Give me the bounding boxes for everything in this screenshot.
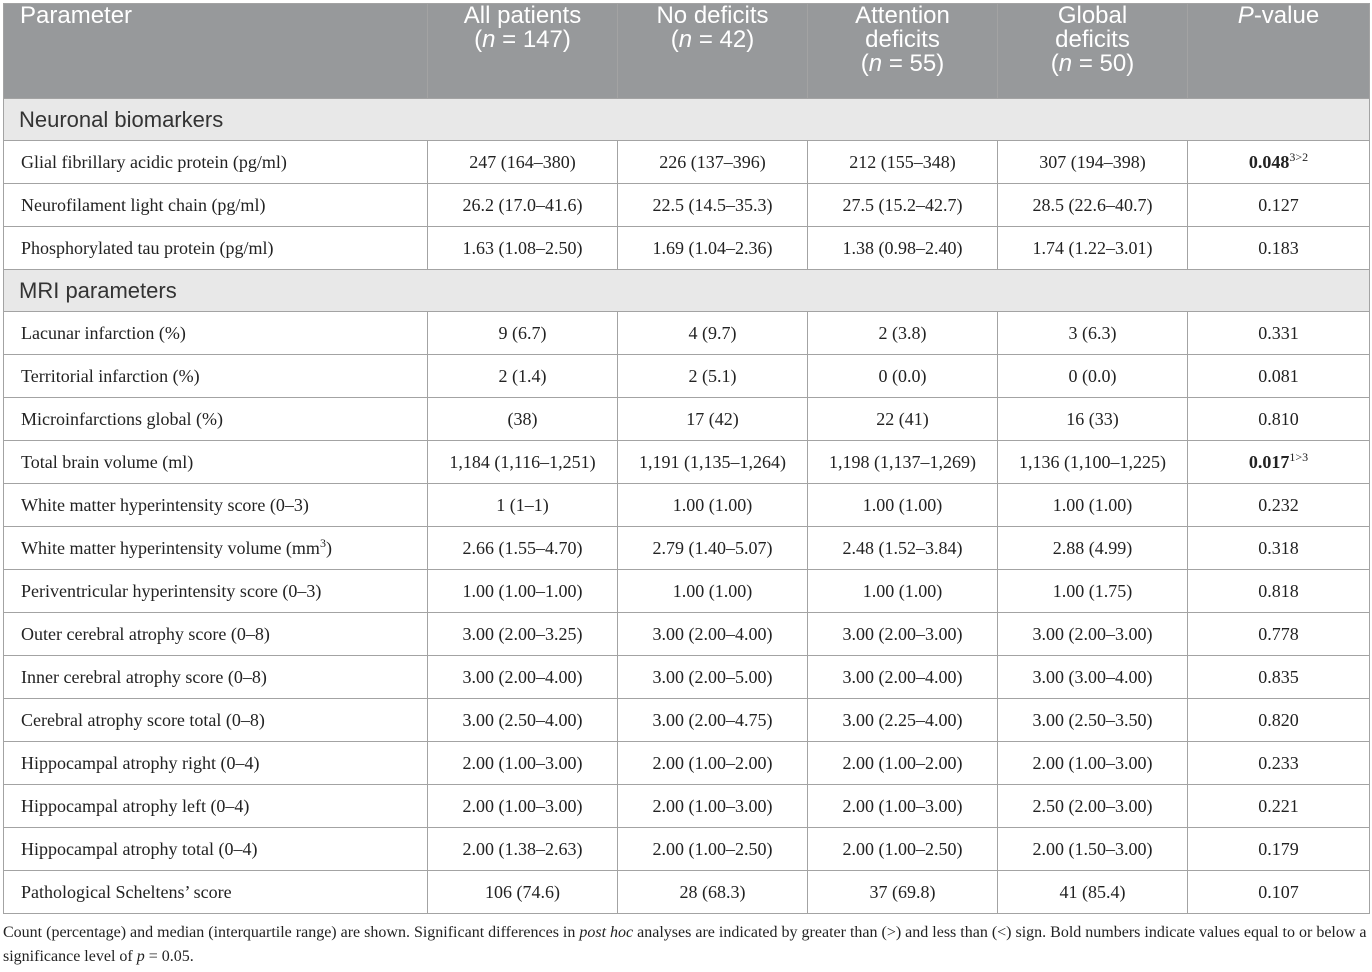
row-label-text: Territorial infarction (%) xyxy=(21,365,200,386)
table-cell: 1.00 (1.00) xyxy=(998,484,1188,527)
table-cell: 1 (1–1) xyxy=(428,484,618,527)
table-cell: 3.00 (2.00–5.00) xyxy=(618,656,808,699)
row-label-text: Total brain volume (ml) xyxy=(21,451,194,472)
p-value: 0.778 xyxy=(1258,623,1299,644)
row-label-text: Hippocampal atrophy right (0–4) xyxy=(21,752,260,773)
footnote-text-1: Count (percentage) and median (interquartile range) are shown. Significant differences in xyxy=(3,924,580,941)
column-header-2 xyxy=(618,4,808,99)
table-cell: 1.00 (1.00) xyxy=(618,484,808,527)
row-label-text: Phosphorylated tau protein (pg/ml) xyxy=(21,237,274,258)
p-variable: P xyxy=(1237,2,1254,29)
p-value-cell xyxy=(1188,484,1370,527)
table-row xyxy=(4,312,1370,355)
table-cell: 1,184 (1,116–1,251) xyxy=(428,441,618,484)
row-label-superscript: 3 xyxy=(319,535,326,550)
n-prefix: ( xyxy=(670,26,679,53)
table-cell: 1.00 (1.00–1.00) xyxy=(428,570,618,613)
table-row xyxy=(4,141,1370,184)
row-label-text: Hippocampal atrophy total (0–4) xyxy=(21,838,258,859)
table-cell: 106 (74.6) xyxy=(428,871,618,914)
row-label xyxy=(4,312,428,355)
row-label-text: Inner cerebral atrophy score (0–8) xyxy=(21,666,267,687)
table-cell: 2.48 (1.52–3.84) xyxy=(808,527,998,570)
table-cell: 2.66 (1.55–4.70) xyxy=(428,527,618,570)
row-label-text: Neurofilament light chain (pg/ml) xyxy=(21,194,266,215)
table-cell: 2.50 (2.00–3.00) xyxy=(998,785,1188,828)
table-cell: 2.00 (1.00–2.50) xyxy=(618,828,808,871)
row-label xyxy=(4,570,428,613)
n-prefix: ( xyxy=(1050,50,1059,77)
p-value-cell xyxy=(1188,656,1370,699)
table-row xyxy=(4,742,1370,785)
row-label xyxy=(4,699,428,742)
p-value: 0.017 xyxy=(1248,451,1290,472)
row-label-text: Glial fibrillary acidic protein (pg/ml) xyxy=(21,151,287,172)
table-cell: 307 (194–398) xyxy=(998,141,1188,184)
footnote-text-3: = 0.05. xyxy=(144,948,194,965)
footnote-italic-p: p xyxy=(136,948,145,965)
p-value: 0.183 xyxy=(1258,237,1299,258)
table-cell: (38) xyxy=(428,398,618,441)
table-cell: 2 (1.4) xyxy=(428,355,618,398)
p-value-cell xyxy=(1188,742,1370,785)
p-value-cell xyxy=(1188,785,1370,828)
table-container xyxy=(3,3,1369,914)
table-body xyxy=(4,99,1370,914)
table-cell: 3.00 (2.00–4.00) xyxy=(618,613,808,656)
n-prefix: ( xyxy=(860,50,869,77)
table-cell: 28.5 (22.6–40.7) xyxy=(998,184,1188,227)
table-cell: 22.5 (14.5–35.3) xyxy=(618,184,808,227)
row-label-text: Periventricular hyperintensity score (0–3) xyxy=(21,580,322,601)
n-count: = 42) xyxy=(692,26,755,53)
row-label xyxy=(4,484,428,527)
table-cell: 2.00 (1.50–3.00) xyxy=(998,828,1188,871)
p-value: 0.233 xyxy=(1258,752,1299,773)
n-variable: n xyxy=(1058,50,1073,77)
table-cell: 22 (41) xyxy=(808,398,998,441)
table-cell: 0 (0.0) xyxy=(808,355,998,398)
table-cell: 1.38 (0.98–2.40) xyxy=(808,227,998,270)
column-header-line: Parameter xyxy=(20,2,133,29)
column-header-1 xyxy=(428,4,618,99)
table-cell: 17 (42) xyxy=(618,398,808,441)
row-label-text: Outer cerebral atrophy score (0–8) xyxy=(21,623,270,644)
table-row xyxy=(4,441,1370,484)
p-value-cell xyxy=(1188,613,1370,656)
table-cell: 37 (69.8) xyxy=(808,871,998,914)
table-header xyxy=(4,4,1370,99)
table-cell: 1.74 (1.22–3.01) xyxy=(998,227,1188,270)
table-cell: 4 (9.7) xyxy=(618,312,808,355)
table-cell: 27.5 (15.2–42.7) xyxy=(808,184,998,227)
p-value-cell xyxy=(1188,570,1370,613)
table-cell: 3.00 (2.00–3.00) xyxy=(998,613,1188,656)
table-cell: 247 (164–380) xyxy=(428,141,618,184)
table-cell: 3.00 (2.00–4.00) xyxy=(808,656,998,699)
p-value: 0.810 xyxy=(1258,408,1299,429)
p-value: 0.835 xyxy=(1258,666,1299,687)
table-cell: 2.00 (1.00–2.00) xyxy=(618,742,808,785)
p-value: 0.818 xyxy=(1258,580,1299,601)
p-value-cell xyxy=(1188,184,1370,227)
p-value-cell xyxy=(1188,871,1370,914)
table-cell: 9 (6.7) xyxy=(428,312,618,355)
table-cell: 226 (137–396) xyxy=(618,141,808,184)
column-header-n xyxy=(998,52,1187,76)
table-cell: 0 (0.0) xyxy=(998,355,1188,398)
row-label xyxy=(4,398,428,441)
table-cell: 2 (5.1) xyxy=(618,355,808,398)
column-header-3 xyxy=(808,4,998,99)
table-row xyxy=(4,398,1370,441)
table-cell: 41 (85.4) xyxy=(998,871,1188,914)
p-value-superscript: 1>3 xyxy=(1289,449,1309,464)
table-cell: 2.00 (1.38–2.63) xyxy=(428,828,618,871)
table-row xyxy=(4,184,1370,227)
row-label-text: Microinfarctions global (%) xyxy=(21,408,223,429)
table-cell: 1.69 (1.04–2.36) xyxy=(618,227,808,270)
row-label xyxy=(4,227,428,270)
column-header-n xyxy=(618,28,807,52)
table-row xyxy=(4,699,1370,742)
p-value: 0.107 xyxy=(1258,881,1299,902)
section-title: Neuronal biomarkers xyxy=(4,99,1370,141)
n-prefix: ( xyxy=(474,26,483,53)
p-value-cell xyxy=(1188,398,1370,441)
row-label xyxy=(4,742,428,785)
row-label xyxy=(4,184,428,227)
p-value-cell xyxy=(1188,699,1370,742)
row-label xyxy=(4,355,428,398)
table-cell: 1.63 (1.08–2.50) xyxy=(428,227,618,270)
column-header-line: All patients xyxy=(463,2,582,29)
row-label xyxy=(4,785,428,828)
table-row xyxy=(4,785,1370,828)
p-value-cell xyxy=(1188,355,1370,398)
n-count: = 55) xyxy=(882,50,945,77)
column-header-n xyxy=(808,52,997,76)
table-footnote xyxy=(3,921,1369,969)
row-label-text: White matter hyperintensity score (0–3) xyxy=(21,494,309,515)
table-cell: 1,191 (1,135–1,264) xyxy=(618,441,808,484)
table-cell: 3.00 (2.00–3.25) xyxy=(428,613,618,656)
column-header-4 xyxy=(998,4,1188,99)
row-label xyxy=(4,613,428,656)
p-value: 0.221 xyxy=(1258,795,1299,816)
n-variable: n xyxy=(678,26,693,53)
table-cell: 212 (155–348) xyxy=(808,141,998,184)
table-row xyxy=(4,871,1370,914)
p-value: 0.081 xyxy=(1258,365,1299,386)
row-label-text: Hippocampal atrophy left (0–4) xyxy=(21,795,250,816)
column-header-line: deficits xyxy=(1055,26,1130,53)
table-cell: 3.00 (2.00–3.00) xyxy=(808,613,998,656)
section-row xyxy=(4,99,1370,141)
table-cell: 2.79 (1.40–5.07) xyxy=(618,527,808,570)
n-variable: n xyxy=(482,26,496,53)
table-cell: 3.00 (3.00–4.00) xyxy=(998,656,1188,699)
p-value-cell xyxy=(1188,227,1370,270)
n-variable: n xyxy=(868,50,883,77)
footnote-italic-post-hoc: post hoc xyxy=(579,924,634,941)
row-label-text: Lacunar infarction (%) xyxy=(21,322,186,343)
table-cell: 3.00 (2.50–3.50) xyxy=(998,699,1188,742)
row-label-text: White matter hyperintensity volume (mm xyxy=(21,537,320,558)
column-header-line: Attention xyxy=(855,2,950,29)
p-value: 0.048 xyxy=(1248,151,1290,172)
p-value: 0.127 xyxy=(1258,194,1299,215)
n-count: = 147) xyxy=(495,26,571,53)
table-cell: 1.00 (1.00) xyxy=(808,570,998,613)
p-value: 0.232 xyxy=(1258,494,1299,515)
table-cell: 1.00 (1.00) xyxy=(808,484,998,527)
row-label xyxy=(4,656,428,699)
table-cell: 2.88 (4.99) xyxy=(998,527,1188,570)
table-cell: 3.00 (2.25–4.00) xyxy=(808,699,998,742)
row-label xyxy=(4,828,428,871)
table-cell: 1,136 (1,100–1,225) xyxy=(998,441,1188,484)
row-label-tail: ) xyxy=(325,537,332,558)
table-cell: 26.2 (17.0–41.6) xyxy=(428,184,618,227)
table-row xyxy=(4,613,1370,656)
column-header-n xyxy=(428,28,617,52)
p-value-superscript: 3>2 xyxy=(1289,149,1309,164)
p-value-cell xyxy=(1188,828,1370,871)
table-row xyxy=(4,828,1370,871)
table-cell: 2.00 (1.00–3.00) xyxy=(808,785,998,828)
table-row xyxy=(4,484,1370,527)
column-header-0 xyxy=(4,4,428,99)
header-row xyxy=(4,4,1370,99)
table-cell: 3.00 (2.00–4.75) xyxy=(618,699,808,742)
column-header-line: Global xyxy=(1057,2,1128,29)
table-cell: 2 (3.8) xyxy=(808,312,998,355)
table-cell: 3.00 (2.00–4.00) xyxy=(428,656,618,699)
p-value-cell xyxy=(1188,141,1370,184)
table-cell: 1,198 (1,137–1,269) xyxy=(808,441,998,484)
row-label xyxy=(4,441,428,484)
row-label-text: Cerebral atrophy score total (0–8) xyxy=(21,709,265,730)
p-value: 0.331 xyxy=(1258,322,1299,343)
p-value: 0.820 xyxy=(1258,709,1299,730)
column-header-line: No deficits xyxy=(656,2,769,29)
table-cell: 2.00 (1.00–3.00) xyxy=(998,742,1188,785)
row-label xyxy=(4,871,428,914)
p-value-cell xyxy=(1188,312,1370,355)
p-value: 0.318 xyxy=(1258,537,1299,558)
table-cell: 2.00 (1.00–3.00) xyxy=(428,785,618,828)
n-count: = 50) xyxy=(1072,50,1135,77)
table-cell: 2.00 (1.00–3.00) xyxy=(428,742,618,785)
table-cell: 3 (6.3) xyxy=(998,312,1188,355)
table-row xyxy=(4,570,1370,613)
table-cell: 1.00 (1.75) xyxy=(998,570,1188,613)
p-value-cell xyxy=(1188,527,1370,570)
section-title: MRI parameters xyxy=(4,270,1370,312)
table-row xyxy=(4,527,1370,570)
table-row xyxy=(4,227,1370,270)
table-cell: 2.00 (1.00–2.00) xyxy=(808,742,998,785)
section-row xyxy=(4,270,1370,312)
p-value: 0.179 xyxy=(1258,838,1299,859)
row-label-text: Pathological Scheltens’ score xyxy=(21,881,232,902)
row-label xyxy=(4,527,428,570)
table-cell: 16 (33) xyxy=(998,398,1188,441)
column-header-line: deficits xyxy=(865,26,940,53)
table-cell: 3.00 (2.50–4.00) xyxy=(428,699,618,742)
table-cell: 2.00 (1.00–3.00) xyxy=(618,785,808,828)
table-cell: 2.00 (1.00–2.50) xyxy=(808,828,998,871)
table-row xyxy=(4,355,1370,398)
row-label xyxy=(4,141,428,184)
footnote-text-2: analyses are indicated by greater than (>) and less than (<) sign. Bold numbers indicate values equal to or below a significance level of xyxy=(3,924,1367,965)
table-cell: 28 (68.3) xyxy=(618,871,808,914)
results-table xyxy=(3,3,1370,914)
table-cell: 1.00 (1.00) xyxy=(618,570,808,613)
p-label: -value xyxy=(1253,2,1320,29)
column-header-5 xyxy=(1188,4,1370,99)
p-value-cell xyxy=(1188,441,1370,484)
table-row xyxy=(4,656,1370,699)
